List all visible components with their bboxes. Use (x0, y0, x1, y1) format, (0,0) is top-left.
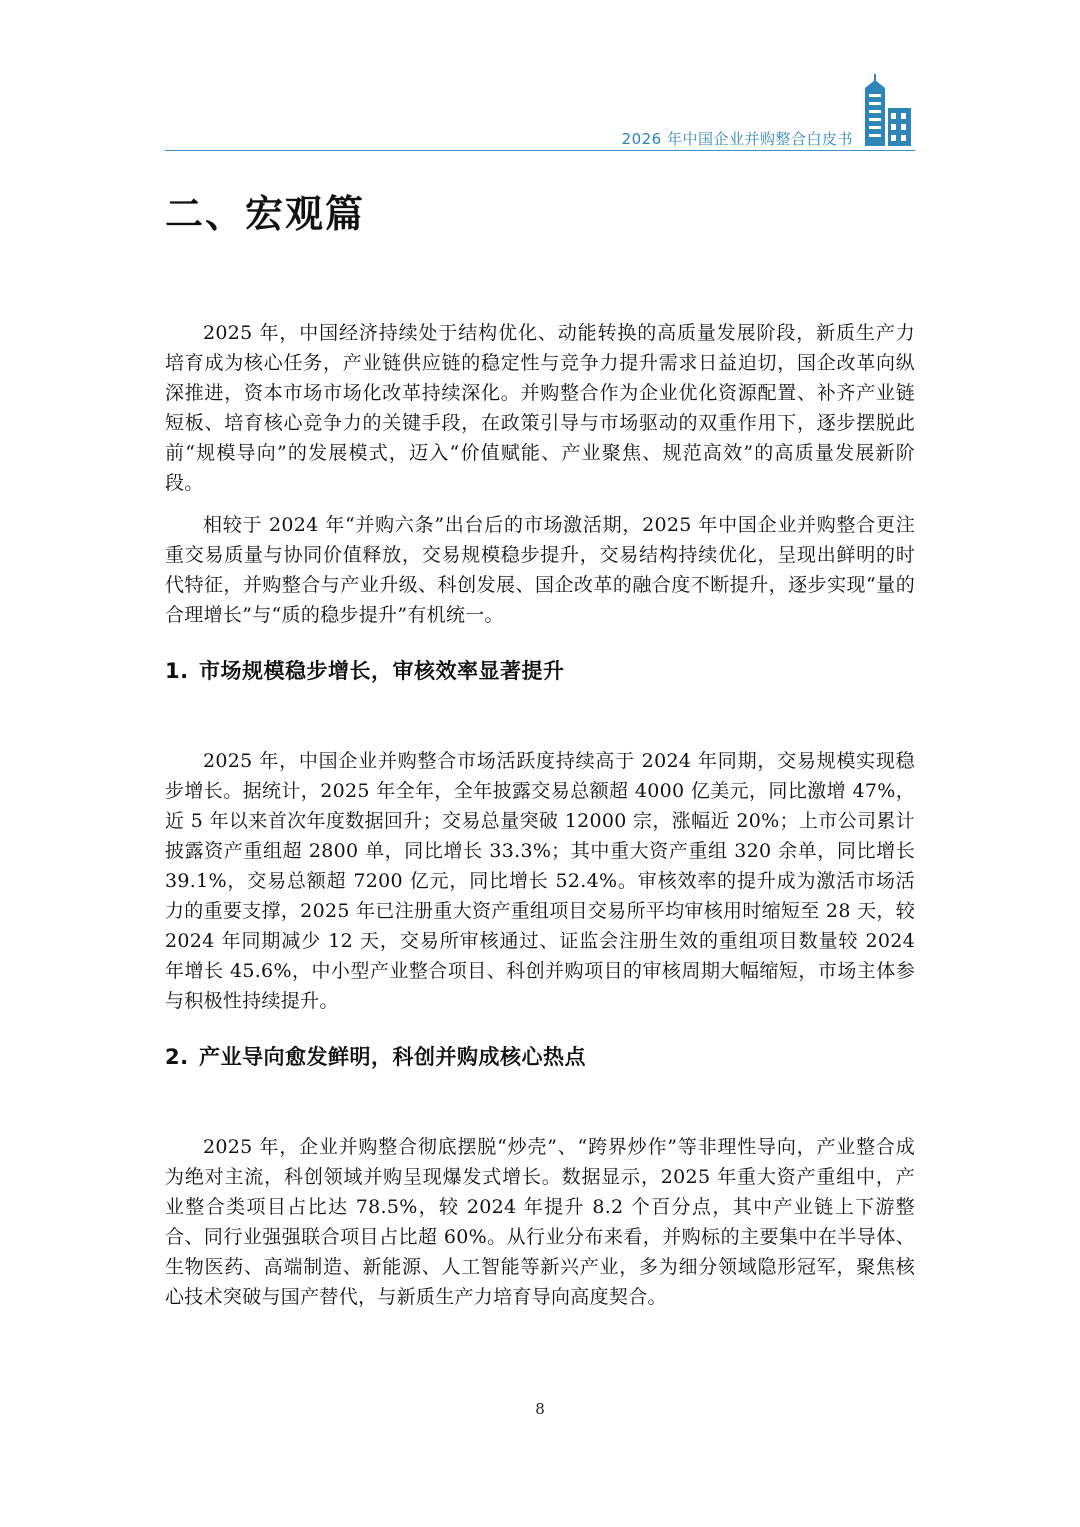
page-header (165, 70, 915, 150)
section-title: 市场规模稳步增长，审核效率显著提升 (199, 659, 565, 683)
section-number: 2. (165, 1045, 189, 1069)
header-divider (165, 150, 915, 151)
header-title: 2026 年中国企业并购整合白皮书 (621, 130, 853, 148)
section-heading (165, 656, 915, 686)
section-heading (165, 1042, 915, 1072)
section-title: 产业导向愈发鲜明，科创并购成核心热点 (199, 1045, 586, 1069)
page-number: 8 (535, 1400, 545, 1418)
intro-paragraph: 相较于 2024 年“并购六条”出台后的市场激活期，2025 年中国企业并购整合更注重交易质量与协同价值释放，交易规模稳步提升，交易结构持续优化，呈现出鲜明的时代特征，并购整合与产业升级、科创发展、国企改革的融合度不断提升，逐步实现“量的合理增长”与“质的稳步提升”有机统一。 (165, 514, 915, 626)
building-icon (863, 74, 913, 146)
section-number: 1. (165, 659, 189, 683)
section-paragraph: 2025 年，企业并购整合彻底摆脱“炒壳”、“跨界炒作”等非理性导向，产业整合成为绝对主流，科创领域并购呈现爆发式增长。数据显示，2025 年重大资产重组中，产业整合类项目占比达 78.5%，较 2024 年提升 8.2 个百分点，其中产业链上下游整合、同行业强强联合项目占比超 60%。从行业分布来看，并购标的主要集中在半导体、生物医药、高端制造、新能源、人工智能等新兴产业，多为细分领域隐形冠军，聚焦核心技术突破与国产替代，与新质生产力培育导向高度契合。 (165, 1136, 915, 1308)
chapter-title: 二、宏观篇 (165, 192, 366, 237)
main-content (165, 318, 915, 1312)
intro-paragraph: 2025 年，中国经济持续处于结构优化、动能转换的高质量发展阶段，新质生产力培育成为核心任务，产业链供应链的稳定性与竞争力提升需求日益迫切，国企改革向纵深推进，资本市场市场化改革持续深化。并购整合作为企业优化资源配置、补齐产业链短板、培育核心竞争力的关键手段，在政策引导与市场驱动的双重作用下，逐步摆脱此前“规模导向”的发展模式，迈入“价值赋能、产业聚焦、规范高效”的高质量发展新阶段。 (165, 322, 915, 494)
section-paragraph: 2025 年，中国企业并购整合市场活跃度持续高于 2024 年同期，交易规模实现稳步增长。据统计，2025 年全年，全年披露交易总额超 4000 亿美元，同比激增 47%，近 5 年以来首次年度数据回升；交易总量突破 12000 宗，涨幅近 20%；上市公司累计披露资产重组超 2800 单，同比增长 33.3%；其中重大资产重组 320 余单，同比增长 39.1%，交易总额超 7200 亿元，同比增长 52.4%。审核效率的提升成为激活市场活力的重要支撑，2025 年已注册重大资产重组项目交易所平均审核用时缩短至 28 天，较 2024 年同期减少 12 天，交易所审核通过、证监会注册生效的重组项目数量较 2024 年增长 45.6%，中小型产业整合项目、科创并购项目的审核周期大幅缩短，市场主体参与积极性持续提升。 (165, 750, 915, 1012)
